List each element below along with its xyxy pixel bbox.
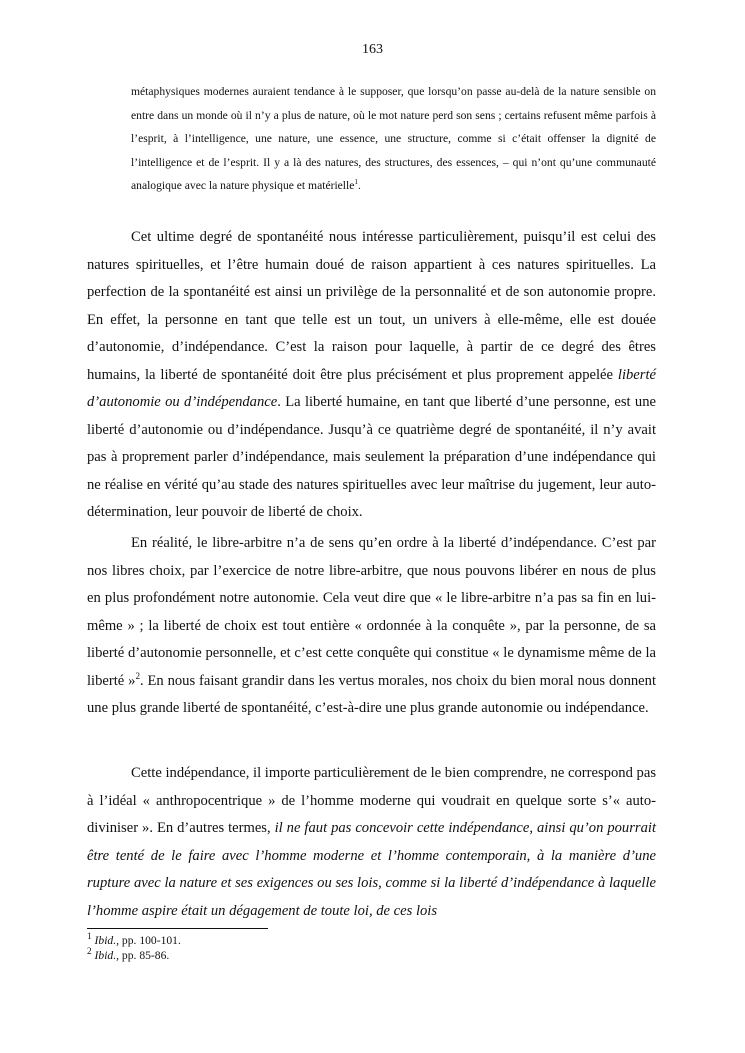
quote-text: métaphysiques modernes auraient tendance à le supposer, que lorsqu’on passe au-delà de la nature sensible on entre dans un monde où il n’y a plus de nature, où le mot nature perd son sens ; certains refusent même parfois à l’esprit, à l’intelligence, une nature, une essence, une structure, comme si c’était offenser la dignité de l’intelligence et de l’esprit. Il y a là des natures, des structures, des essences, – qui n’ont qu’une communauté analogique avec la nature physique et matérielle xyxy=(131,85,656,193)
footnote-1 xyxy=(87,934,181,949)
footnote-divider xyxy=(87,928,268,929)
paragraph-1 xyxy=(87,224,656,527)
paragraph-3 xyxy=(87,760,656,925)
footnote-pages: pp. 100-101. xyxy=(119,934,181,947)
footnote-ref-2[interactable]: 2 xyxy=(135,670,140,681)
footnote-number: 1 xyxy=(87,932,92,943)
footnote-2 xyxy=(87,946,181,964)
paragraph-3-italic: il ne faut pas concevoir cette indépendance, ainsi qu’on pourrait être tenté de le faire avec l’homme moderne et l’homme contemporain, à la manière d’une rupture avec la nature et ses exigences ou ses lois, comme si la liberté d’indépendance à laquelle l’homme aspire était un dégagement de toute loi, de ces lois xyxy=(87,820,656,919)
paragraph-2-text-a: En réalité, le libre-arbitre n’a de sens qu’en ordre à la liberté d’indépendance. C’est par nos libres choix, par l’exercice de notre libre-arbitre, que nous pouvons libérer en nous de plus en plus profondément notre autonomie. Cela veut dire que « le libre-arbitre n’a pas sa fin en lui-même » ; la liberté de choix est tout entière « ordonnée à la conquête », par la personne, de sa liberté d’autonomie personnelle, et c’est cette conquête qui constitue « le dynamisme même de la liberté » xyxy=(87,535,656,689)
paragraph-2-text-b: . En nous faisant grandir dans les vertus morales, nos choix du bien moral nous donnent une plus grande liberté de spontanéité, c’est-à-dire une plus grande autonomie ou indépendance. xyxy=(87,672,656,716)
footnote-ibid: Ibid., xyxy=(94,948,120,962)
page-number: 163 xyxy=(362,42,383,57)
footnote-number: 2 xyxy=(87,946,92,957)
paragraph-1-text-b: . La liberté humaine, en tant que liberté d’une personne, est une liberté d’autonomie ou d’indépendance. Jusqu’à ce quatrième degré de spontanéité, il n’y avait pas à proprement parler d’indépendance, mais seulement la préparation d’une indépendance qui ne réalise en vérité qu’au stade des natures spirituelles avec leur maîtrise du jugement, leur auto-détermination, leur pouvoir de liberté de choix. xyxy=(87,394,656,520)
footnote-pages: pp. 85-86. xyxy=(119,948,170,962)
paragraph-3-text-a: Cette indépendance, il importe particulièrement de le bien comprendre, ne correspond pas à l’idéal « anthropocentrique » de l’homme moderne qui voudrait en quelque sorte s’« auto-diviniser ». En d’autres termes, xyxy=(87,765,656,836)
footnotes xyxy=(87,934,181,963)
quote-end: . xyxy=(358,179,361,193)
block-quote xyxy=(131,80,656,198)
paragraph-1-italic: liberté d’autonomie ou d’indépendance xyxy=(87,366,656,410)
footnote-ibid: Ibid., xyxy=(94,934,120,947)
footnote-ref-1[interactable]: 1 xyxy=(354,178,358,187)
paragraph-1-text-a: Cet ultime degré de spontanéité nous intéresse particulièrement, puisqu’il est celui des natures spirituelles, et l’être humain doué de raison appartient à ces natures spirituelles. La perfection de la spontanéité est ainsi un privilège de la personnalité et de son autonomie propre. En effet, la personne en tant que telle est un tout, un univers à elle-même, elle est douée d’autonomie, d’indépendance. C’est la raison pour laquelle, à partir de ce degré des êtres humains, la liberté de spontanéité doit être plus précisément et plus proprement appelée xyxy=(87,229,656,383)
paragraph-2 xyxy=(87,530,656,723)
